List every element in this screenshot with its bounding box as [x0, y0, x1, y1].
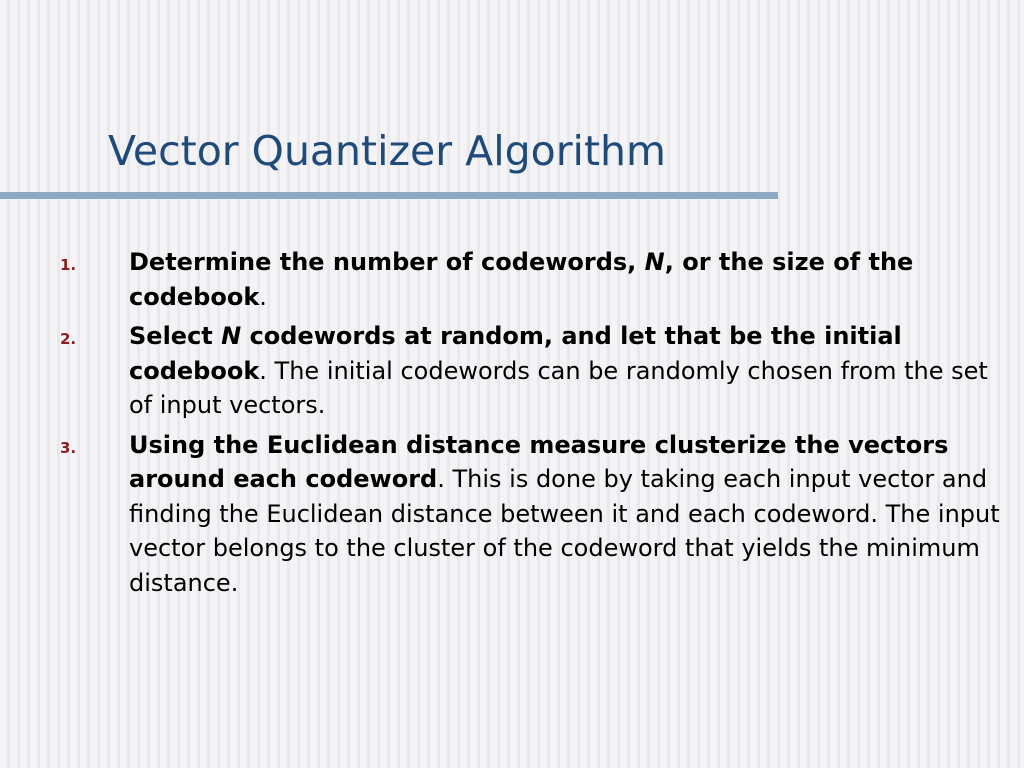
step-text-bold: Using the Euclidean distance measure clusterize the vectors around each codeword	[129, 430, 949, 493]
step-text-variable: N	[221, 322, 242, 350]
step-text: . This is done by taking each input vector and finding the Euclidean distance between it and each codeword. The input vector belongs to the cluster of the codeword that yields the minimum distance.	[129, 465, 1000, 597]
step-text-bold: , or the size of the codebook	[129, 248, 914, 311]
title-underline-rule	[0, 192, 778, 199]
step-number: 1.	[60, 256, 77, 274]
algorithm-steps-list	[60, 245, 1010, 605]
step-text-bold: codewords at random, and let that be the initial codebook	[129, 322, 902, 385]
step-number: 3.	[60, 438, 77, 457]
list-item	[60, 319, 1010, 423]
slide-title: Vector Quantizer Algorithm	[108, 127, 666, 175]
step-text-bold: Select	[129, 322, 222, 350]
step-text: . The initial codewords can be randomly chosen from the set of input vectors.	[129, 356, 988, 419]
list-item	[60, 428, 1010, 601]
step-number: 2.	[60, 330, 77, 348]
step-text-bold: Determine the number of codewords,	[129, 248, 645, 276]
step-text: .	[259, 282, 267, 311]
list-item	[60, 245, 1010, 314]
step-text-variable: N	[644, 248, 665, 276]
